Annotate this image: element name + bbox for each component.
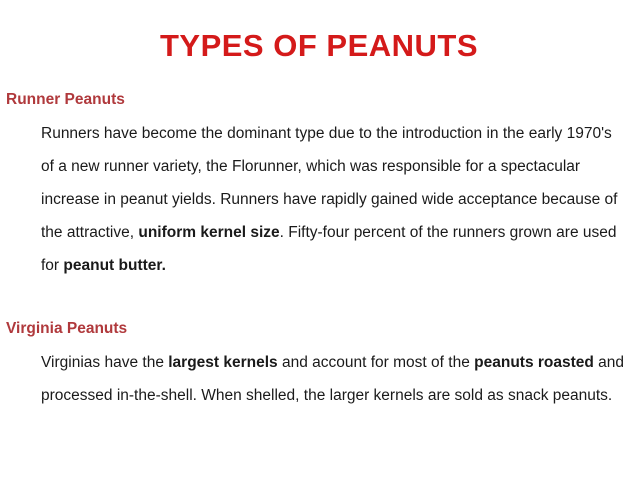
slide-title: TYPES OF PEANUTS <box>159 28 479 63</box>
virginia-text-2: and account for most of the <box>277 354 475 371</box>
runner-text-1: Runners have become the dominant type due to the introduction in the early 1970's of a new runner variety, the Florunner, which was responsible for a spectacular increase in peanut yields. Runners have rapidly gained wide acceptance because of the attractive, <box>41 125 618 241</box>
runner-bold-peanut-butter: peanut butter. <box>63 257 166 274</box>
runner-bold-uniform-kernel-size: uniform kernel size <box>138 224 280 241</box>
virginia-text-1: Virginias have the <box>41 354 169 371</box>
runner-peanuts-body <box>41 117 626 282</box>
runner-peanuts-heading: Runner Peanuts <box>6 91 125 108</box>
virginia-bold-peanuts-roasted: peanuts roasted <box>474 354 594 371</box>
virginia-peanuts-heading: Virginia Peanuts <box>6 320 128 337</box>
virginia-bold-largest-kernels: largest kernels <box>168 354 278 371</box>
virginia-peanuts-body <box>41 346 626 412</box>
runner-text-2: . Fifty-four percent of the runners grown are used for <box>41 224 617 274</box>
virginia-text-3: and processed in-the-shell. When shelled, the larger kernels are sold as snack peanuts. <box>41 354 625 404</box>
